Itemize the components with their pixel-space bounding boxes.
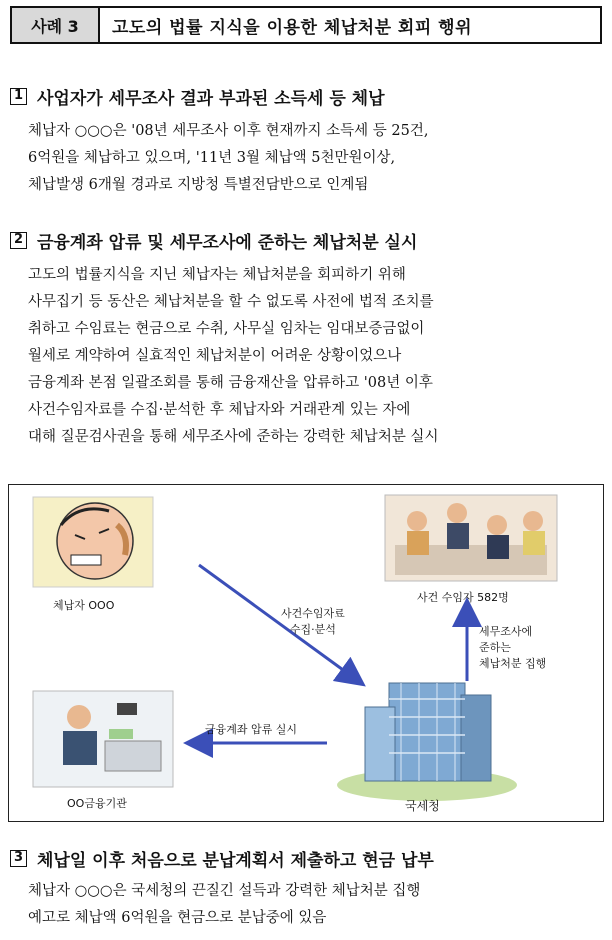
text-line: 대해 질문검사권을 통해 세무조사에 준하는 강력한 체납처분 실시 bbox=[28, 429, 439, 445]
text-line: 사무집기 등 동산은 체납처분을 할 수 없도록 사전에 법적 조치를 bbox=[28, 294, 434, 310]
section-3-number: 3 bbox=[10, 850, 27, 867]
section-2-paragraph-2 bbox=[28, 370, 604, 451]
text-line: 고도의 법률지식을 지닌 체납자는 체납처분을 회피하기 위해 bbox=[28, 267, 406, 283]
audit-enforcement-line-2: 준하는 bbox=[479, 641, 511, 654]
audit-enforcement-line-1: 세무조사에 bbox=[479, 625, 533, 638]
case-title-box bbox=[10, 6, 602, 44]
section-1-number: 1 bbox=[10, 88, 27, 105]
audit-enforcement-label bbox=[479, 623, 546, 671]
collect-analysis-label bbox=[281, 605, 345, 637]
section-2-heading-text: 금융계좌 압류 및 세무조사에 준하는 체납처분 실시 bbox=[37, 233, 418, 253]
nts-label: 국세청 bbox=[405, 799, 440, 813]
text-line: 사건수임자료를 수집·분석한 후 체납자와 거래관계 있는 자에 bbox=[28, 402, 411, 418]
case-tag: 사례 3 bbox=[12, 8, 100, 42]
text-line: 취하고 수임료는 현금으로 수취, 사무실 임차는 임대보증금없이 bbox=[28, 321, 425, 337]
delinquent-label: 체납자 OOO bbox=[53, 599, 115, 612]
enforcement-diagram bbox=[8, 484, 604, 822]
section-3-heading bbox=[10, 846, 434, 871]
text-line: 월세로 계약하여 실효적인 체납처분이 어려운 상황이었으나 bbox=[28, 348, 402, 364]
section-1-paragraph bbox=[28, 118, 604, 199]
section-3-paragraph bbox=[28, 878, 604, 932]
bank-teller-illustration bbox=[33, 691, 173, 787]
delinquent-person-illustration bbox=[33, 497, 153, 587]
collect-analysis-line-2: 수집·분석 bbox=[289, 623, 336, 636]
collect-analysis-line-1: 사건수임자료 bbox=[281, 607, 345, 620]
text-line: 체납자 ○○○은 '08년 세무조사 이후 현재까지 소득세 등 25건, bbox=[28, 123, 429, 139]
section-2-paragraph-1 bbox=[28, 262, 604, 370]
audit-enforcement-line-3: 체납처분 집행 bbox=[479, 657, 547, 670]
bank-label: OO금융기관 bbox=[67, 797, 127, 810]
section-2-heading bbox=[10, 228, 417, 253]
text-line: 6억원을 체납하고 있으며, '11년 3월 체납액 5천만원이상, bbox=[28, 150, 396, 166]
section-1-heading bbox=[10, 84, 385, 109]
section-2-number: 2 bbox=[10, 232, 27, 249]
account-seizure-label: 금융계좌 압류 실시 bbox=[205, 723, 298, 736]
text-line: 체납자 ○○○은 국세청의 끈질긴 설득과 강력한 체납처분 집행 bbox=[28, 883, 421, 899]
nts-building-illustration bbox=[337, 683, 517, 801]
text-line: 체납발생 6개월 경과로 지방청 특별전담반으로 인계됨 bbox=[28, 177, 369, 193]
section-1-heading-text: 사업자가 세무조사 결과 부과된 소득세 등 체납 bbox=[37, 89, 385, 109]
clients-label: 사건 수임자 582명 bbox=[417, 591, 509, 604]
text-line: 금융계좌 본점 일괄조회를 통해 금융재산을 압류하고 '08년 이후 bbox=[28, 375, 433, 391]
clients-meeting-illustration bbox=[385, 495, 557, 581]
case-title: 고도의 법률 지식을 이용한 체납처분 회피 행위 bbox=[112, 17, 473, 38]
text-line: 예고로 체납액 6억원을 현금으로 분납중에 있음 bbox=[28, 910, 327, 926]
section-3-heading-text: 체납일 이후 처음으로 분납계획서 제출하고 현금 납부 bbox=[37, 851, 434, 871]
